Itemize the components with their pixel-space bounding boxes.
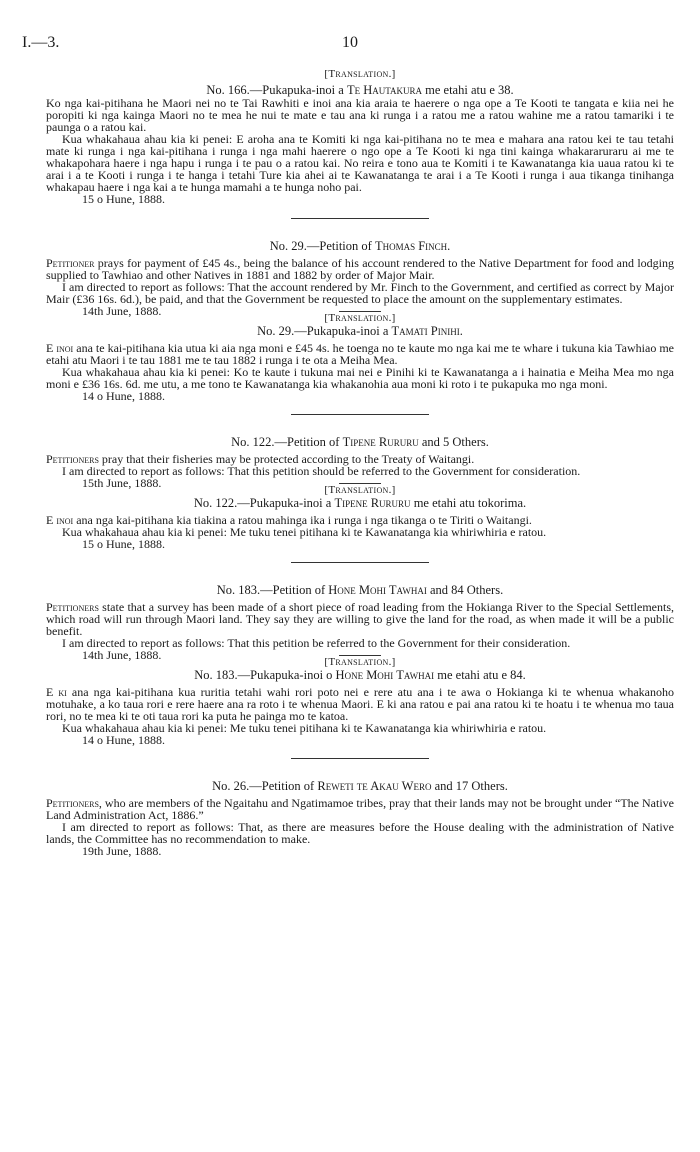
petition-body: E inoi ana nga kai-pitihana kia tiakina a ratou mahinga ika i runga i nga tikanga o te Tiriti o Waitangi. [46, 513, 532, 527]
report-date: 15th June, 1888. [82, 476, 162, 490]
petitioner-name: Te Hautakura [346, 83, 423, 97]
petition-body: Petitioner prays for payment of £45 4s., being the balance of his account rendered to the Native Department for food and lodging supplied to Tawhiao and other Natives in 1881 and 1882 by order of Major Mair. [46, 256, 674, 282]
committee-report: I am directed to report as follows: That this petition be referred to the Government for their consideration. [62, 636, 571, 650]
report-date: 14th June, 1888. [82, 304, 162, 318]
petition-body: Petitioners pray that their fisheries may be protected according to the Treaty of Waitangi. [46, 452, 475, 466]
committee-report: I am directed to report as follows: That this petition should be referred to the Government for consideration. [62, 464, 581, 478]
petition-body: E inoi ana te kai-pitihana kia utua ki aia nga moni e £45 4s. he toenga no te kaute mo nga kai me te whare i tukuna kia Tawhiao me etahi atu Maori i te tau 1881 me te tau 1882 i runga i te ota a Meiha Mea. [46, 341, 674, 367]
translation-label: [Translation.] [324, 68, 396, 80]
report-date: 19th June, 1888. [82, 844, 162, 858]
petitioner-name: Tipene Rururu [342, 435, 419, 449]
committee-report: I am directed to report as follows: That, as there are measures before the House dealing with the administration of Native lands, the Committee has no recommendation to make. [46, 820, 674, 846]
committee-report: I am directed to report as follows: That the account rendered by Mr. Finch to the Government, and certified as correct by Major Mair (£36 16s. 6d.), be paid, and that the Government be requested to place the amount on the supplementary estimates. [46, 280, 674, 306]
petition-heading: No. 26.—Petition of Reweti te Akau Wero and 17 Others. [212, 779, 508, 793]
petition-heading: No. 183.—Pukapuka-inoi o Hone Mohi Tawhai me etahi atu e 84. [194, 668, 526, 682]
petitioner-name: Tamati Pinihi [391, 324, 460, 338]
petition-183 [46, 583, 674, 746]
petitioner-name: Hone Mohi Tawhai [328, 583, 427, 597]
petitioner-name: Thomas Finch [374, 239, 448, 253]
translation-label: [Translation.] [324, 484, 396, 496]
petition-122 [46, 435, 674, 550]
document-reference: I.—3. [22, 34, 60, 51]
petition-166-translation [46, 68, 674, 205]
report-date: 14th June, 1888. [82, 648, 162, 662]
page-header [22, 34, 678, 54]
page-content [46, 68, 674, 857]
report-date: 15 o Hune, 1888. [82, 537, 165, 551]
petitioner-name: Reweti te Akau Wero [317, 779, 432, 793]
page-number: 10 [342, 34, 358, 51]
petition-body: Ko nga kai-pitihana he Maori nei no te Tai Rawhiti e inoi ana kia araia te haerere o nga ope a Te Kooti te tangata e kiia nei he poropiti ki nga kainga Maori no te mea he nui te mate e tau ana ki runga i a ratou me a ratou wahine me a ratou tamariki i te paunga o a ratou kai. [46, 96, 674, 134]
committee-report: Kua whakahaua ahau kia ki penei: Me tuku tenei pitihana ki te Kawanatanga kia whiriwhiria e ratou. [62, 525, 547, 539]
committee-report: Kua whakahaua ahau kia ki penei: Me tuku tenei pitihana ki te Kawanatanga kia whiriwhiria e ratou. [62, 721, 547, 735]
translation-label: [Translation.] [324, 312, 396, 324]
report-date: 14 o Hune, 1888. [82, 389, 165, 403]
petition-26 [46, 779, 674, 857]
committee-report: Kua whakahaua ahau kia ki penei: Ko te kaute i tukuna mai nei e Pinihi ki te Kawanatanga a i hainatia e Meiha Mea mo nga moni e £36 16s. 6d. me utu, a me tono te Kawanatanga kia whakanohia aua moni ki roto i te pukapuka mo nga moni. [46, 365, 674, 391]
petition-heading: No. 166.—Pukapuka-inoi a Te Hautakura me etahi atu e 38. [206, 83, 514, 97]
petitioner-name: Hone Mohi Tawhai [335, 668, 435, 682]
petitioner-name: Tipene Rururu [334, 496, 411, 510]
petition-heading: No. 183.—Petition of Hone Mohi Tawhai and 84 Others. [216, 583, 504, 597]
report-date: 15 o Hune, 1888. [82, 192, 165, 206]
petition-body: Petitioners state that a survey has been made of a short piece of road leading from the Hokianga River to the Special Settlements, which road will run through Maori land. They say they are willing to give the land for the road, as when made it will be a public benefit. [46, 600, 674, 638]
petition-body: Petitioners, who are members of the Ngaitahu and Ngatimamoe tribes, pray that their lands may not be brought under “The Native Land Administration Act, 1886.” [46, 796, 674, 822]
petition-heading: No. 29.—Petition of Thomas Finch. [269, 239, 451, 253]
petition-heading: No. 29.—Pukapuka-inoi a Tamati Pinihi. [257, 324, 463, 338]
petition-29 [46, 239, 674, 402]
petition-heading: No. 122.—Pukapuka-inoi a Tipene Rururu me etahi atu tokorima. [193, 496, 527, 510]
petition-heading: No. 122.—Petition of Tipene Rururu and 5 Others. [231, 435, 489, 449]
translation-label: [Translation.] [324, 656, 396, 668]
petition-body: E ki ana nga kai-pitihana kua ruritia tetahi wahi rori poto nei e rere atu ana i te awa o Hokianga ki te whenua whakanoho motuhake, a ko taua rori e rere haere ana ra roto i te whenua Maori. E ki ana ratou e pai ana ratou ki te hoatu i te whenua mo taua rori, no te mea ki te oti taua rori ka puta he painga mo te katoa. [46, 685, 674, 723]
committee-report: Kua whakahaua ahau kia ki penei: E aroha ana te Komiti ki nga kai-pitihana no te mea e mahara ana ratou kei te tau tetahi mate ki runga i nga kai-pitihana i runga i nga mahi haerere o ngo ope a Te Kooti ki nga tini kainga whakararuraru ai me te whakapohara haere i nga hapu i runga i te pau o a ratou kai. No reira e tono aua te Komiti i te Kawanatanga kia uaua ratou ki te arai i a te Kooti i runga i te hanga i tetahi Ture kia ahei ai te Kawanatanga te arai i a Te Kooti i runga i aua tikanga tinihanga whakapau haere i nga kai a te hunga mamahi a te hunga noho pai. [46, 132, 674, 194]
report-date: 14 o Hune, 1888. [82, 733, 165, 747]
